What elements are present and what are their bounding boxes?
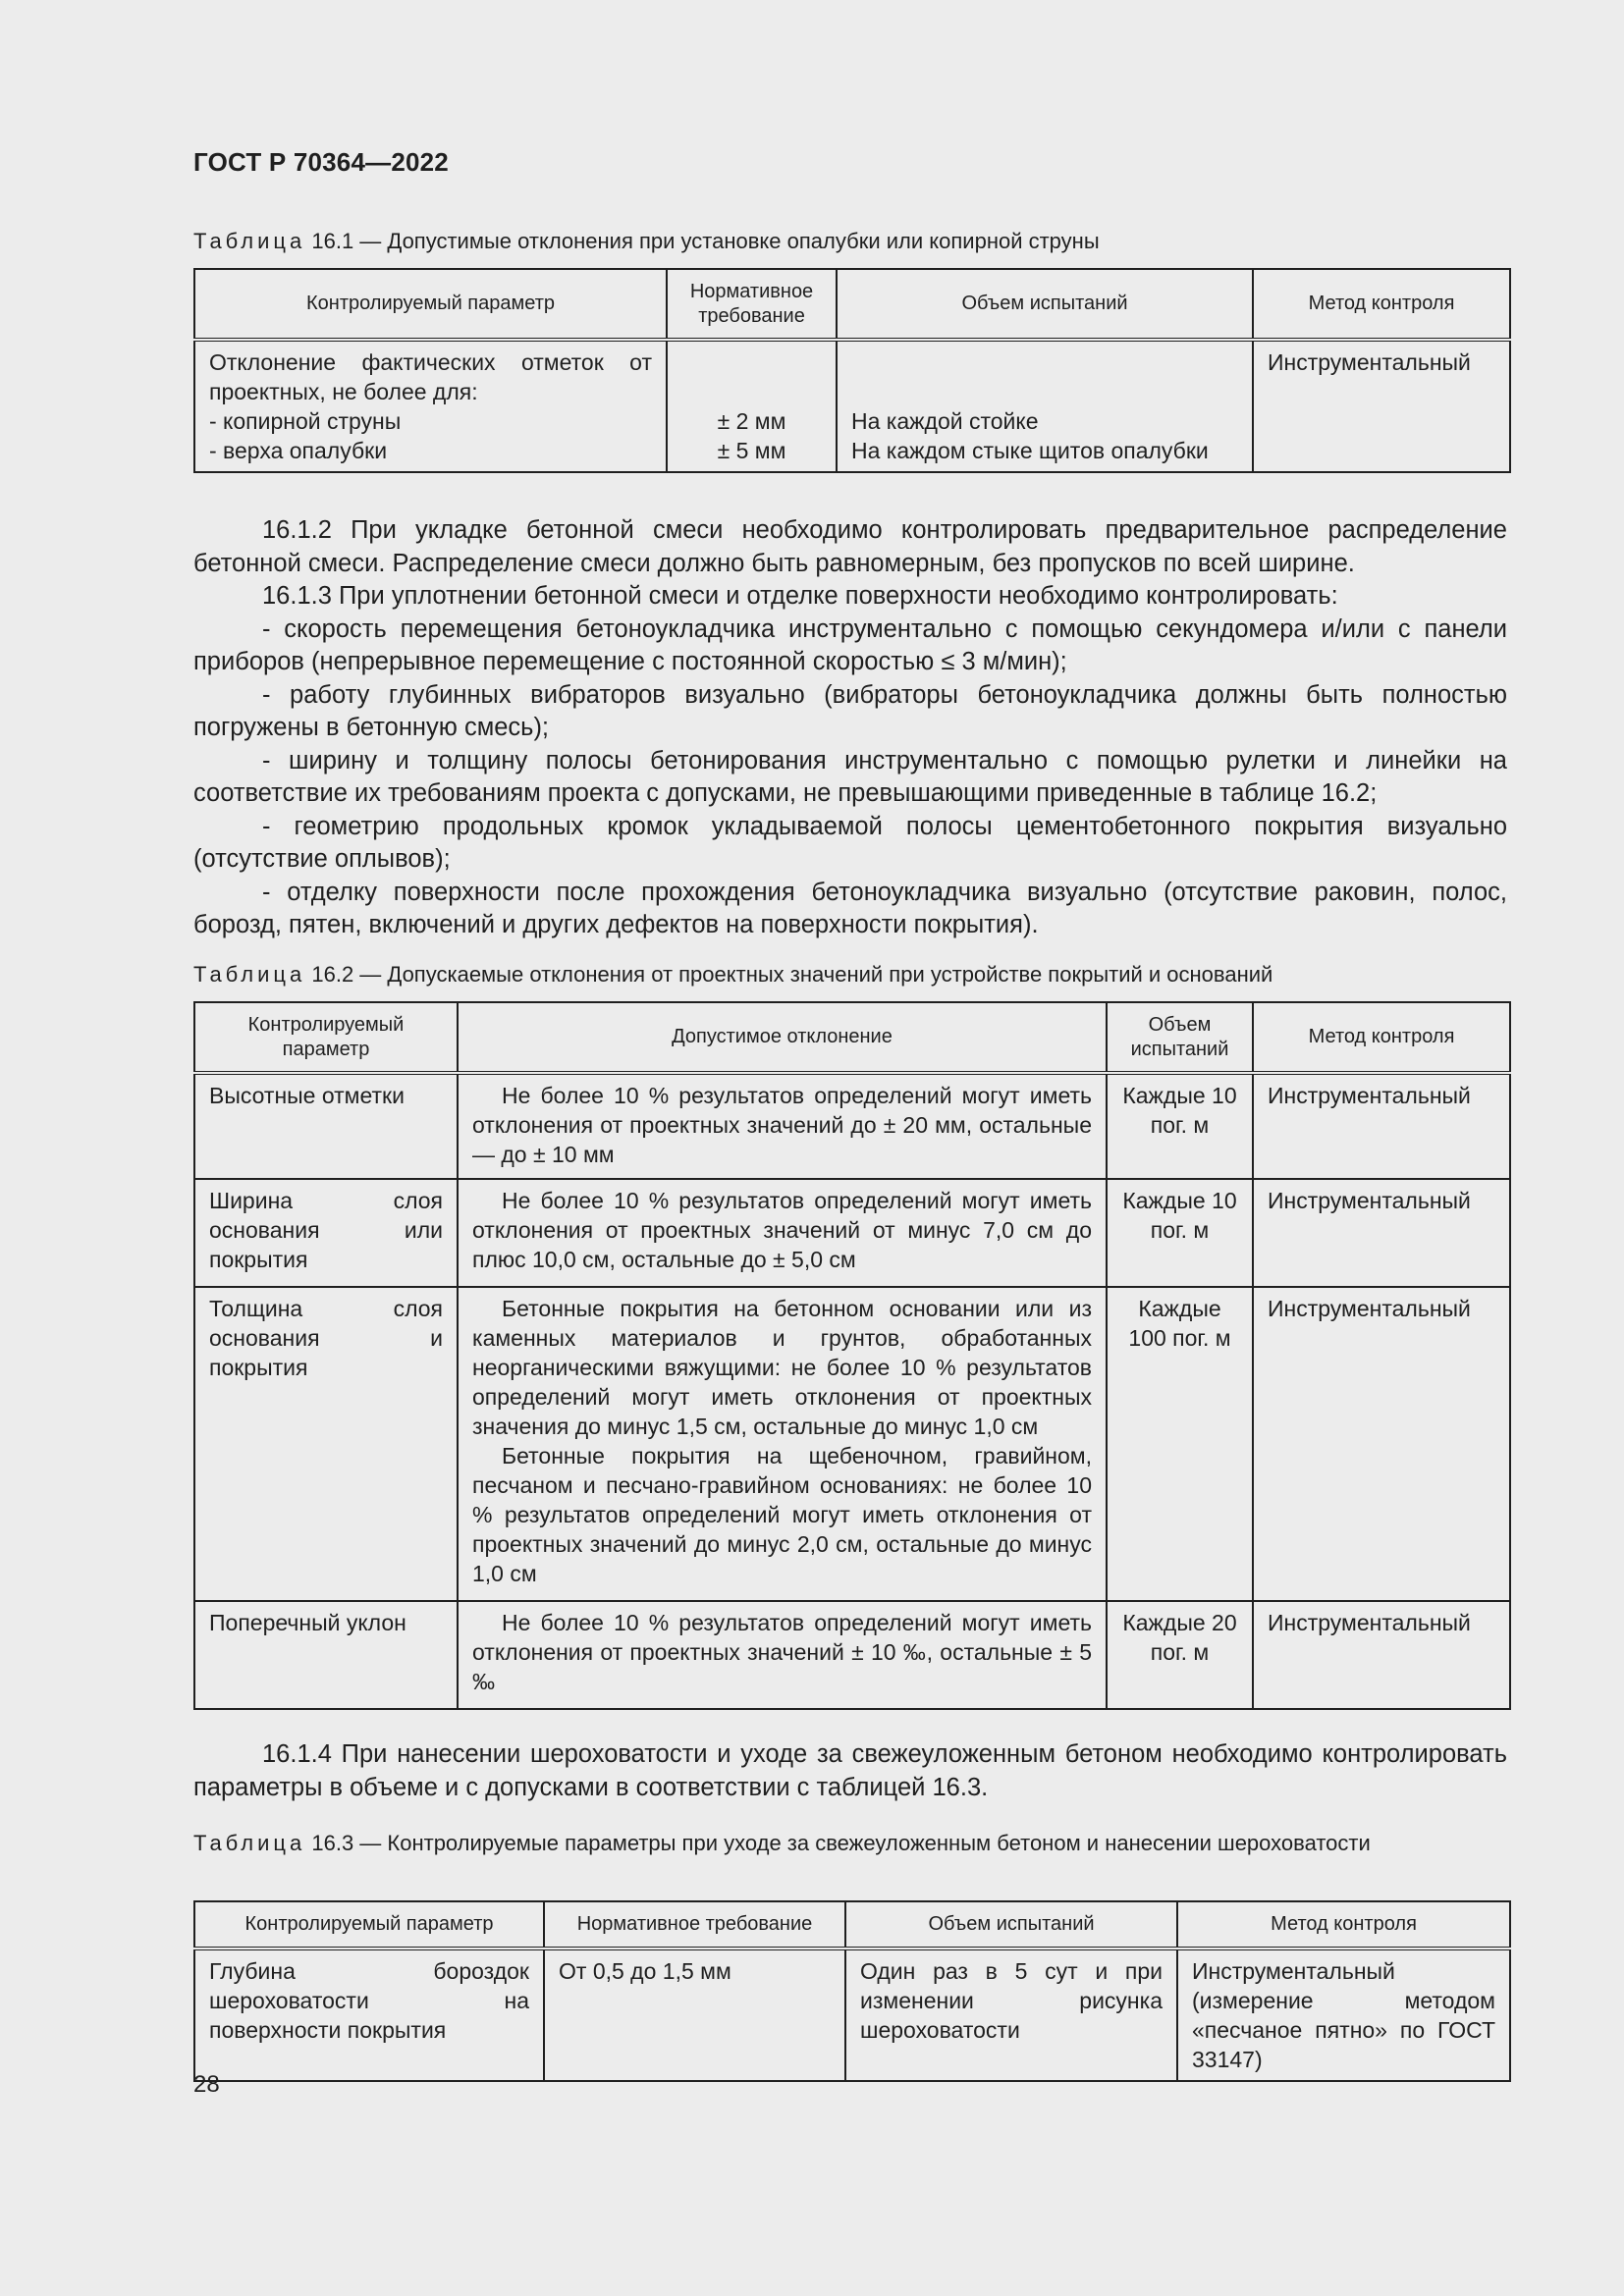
table-16-2 — [193, 1001, 1511, 1710]
requirement-cell: ± 2 мм ± 5 мм — [667, 340, 837, 472]
column-header: Допустимое отклонение — [458, 1002, 1107, 1073]
table-caption — [193, 959, 1509, 989]
table-row — [194, 1287, 1510, 1601]
scope-cell: Один раз в 5 сут и при изменении рисунка шероховатости — [845, 1949, 1177, 2081]
column-header: Контролируемый параметр — [194, 1002, 458, 1073]
paragraph: 16.1.2 При укладке бетонной смеси необходимо контролировать предварительное распределение бетонной смеси. Распределение смеси должно быть равномерным, без пропусков по всей ширине. — [193, 516, 1507, 577]
method-cell: Инструментальный — [1253, 1601, 1510, 1709]
parameter-cell: Глубина бороздок шероховатости на поверхности покрытия — [194, 1949, 544, 2081]
table-caption — [193, 226, 1509, 256]
table-row — [194, 340, 1510, 472]
scope-cell: Каждые 20 пог. м — [1107, 1601, 1253, 1709]
scope-cell: Каждые 100 пог. м — [1107, 1287, 1253, 1601]
column-header: Объем испытаний — [1107, 1002, 1253, 1073]
parameter-cell: Высотные отметки — [194, 1073, 458, 1179]
table-caption-lead: Таблица — [193, 962, 306, 987]
table-caption-lead: Таблица — [193, 1831, 306, 1855]
paragraph: 16.1.4 При нанесении шероховатости и уходе за свежеуложенным бетоном необходимо контролировать параметры в объеме и с допусками в соответствии с таблицей 16.3. — [193, 1740, 1507, 1801]
list-item: - отделку поверхности после прохождения бетоноукладчика визуально (отсутствие раковин, полос, борозд, пятен, включений и других дефектов на поверхности покрытия). — [193, 878, 1507, 938]
parameter-cell: Отклонение фактических отметок от проектных, не более для: - копирной струны - верха опалубки — [194, 340, 667, 472]
deviation-paragraph: Бетонные покрытия на щебеночном, гравийном, песчаном и песчано-гравийном основаниях: не более 10 % результатов определений могут иметь отклонения от проектных значений до минус 2,0 см, остальные до минус 1,0 см — [472, 1443, 1092, 1586]
method-cell: Инструментальный — [1253, 1287, 1510, 1601]
table-16-1 — [193, 268, 1511, 473]
column-header: Метод контроля — [1253, 1002, 1510, 1073]
column-header: Нормативное требование — [667, 269, 837, 340]
list-item: - работу глубинных вибраторов визуально (вибраторы бетоноукладчика должны быть полностью погружены в бетонную смесь); — [193, 680, 1507, 741]
column-header: Метод контроля — [1177, 1901, 1510, 1949]
body-text — [193, 514, 1507, 942]
scope-cell: Каждые 10 пог. м — [1107, 1073, 1253, 1179]
method-cell: Инструментальный — [1253, 1179, 1510, 1287]
page-number: 28 — [193, 2071, 220, 2098]
parameter-cell: Поперечный уклон — [194, 1601, 458, 1709]
column-header: Нормативное требование — [544, 1901, 845, 1949]
column-header: Метод контроля — [1253, 269, 1510, 340]
method-cell: Инструментальный — [1253, 1073, 1510, 1179]
scope-cell: На каждой стойке На каждом стыке щитов опалубки — [837, 340, 1253, 472]
column-header: Объем испытаний — [845, 1901, 1177, 1949]
table-16-3 — [193, 1900, 1511, 2082]
table-caption-lead: Таблица — [193, 229, 306, 253]
body-text — [193, 1738, 1507, 1804]
scope-cell: Каждые 10 пог. м — [1107, 1179, 1253, 1287]
deviation-cell — [458, 1287, 1107, 1601]
paragraph: 16.1.3 При уплотнении бетонной смеси и отделке поверхности необходимо контролировать: — [262, 582, 1338, 610]
column-header: Объем испытаний — [837, 269, 1253, 340]
table-row — [194, 1949, 1510, 2081]
table-caption-text: 16.3 — Контролируемые параметры при уходе за свежеуложенным бетоном и нанесении шероховатости — [305, 1831, 1371, 1855]
parameter-cell: Толщина слоя основания и покрытия — [194, 1287, 458, 1601]
table-caption-text: 16.2 — Допускаемые отклонения от проектных значений при устройстве покрытий и оснований — [305, 962, 1273, 987]
table-row — [194, 1601, 1510, 1709]
list-item: - ширину и толщину полосы бетонирования инструментально с помощью рулетки и линейки на соответствие их требованиям проекта с допусками, не превышающими приведенные в таблице 16.2; — [193, 746, 1507, 807]
list-item: - геометрию продольных кромок укладываемой полосы цементобетонного покрытия визуально (отсутствие оплывов); — [193, 812, 1507, 873]
method-cell: Инструментальный — [1253, 340, 1510, 472]
column-header: Контролируемый параметр — [194, 1901, 544, 1949]
deviation-cell: Не более 10 % результатов определений могут иметь отклонения от проектных значений до ± 20 мм, остальные — до ± 10 мм — [458, 1073, 1107, 1179]
parameter-cell: Ширина слоя основания или покрытия — [194, 1179, 458, 1287]
table-caption — [193, 1828, 1509, 1858]
table-row — [194, 1179, 1510, 1287]
deviation-cell: Не более 10 % результатов определений могут иметь отклонения от проектных значений ± 10 ‰, остальные ± 5 ‰ — [458, 1601, 1107, 1709]
column-header: Контролируемый параметр — [194, 269, 667, 340]
table-row — [194, 1073, 1510, 1179]
deviation-cell: Не более 10 % результатов определений могут иметь отклонения от проектных значений от минус 7,0 см до плюс 10,0 см, остальные до ± 5,0 см — [458, 1179, 1107, 1287]
deviation-paragraph: Бетонные покрытия на бетонном основании или из каменных материалов и грунтов, обработанных неорганическими вяжущими: не более 10 % результатов определений могут иметь отклонения от проектных значения до минус 1,5 см, остальные до минус 1,0 см — [472, 1296, 1092, 1439]
method-cell: Инструментальный (измерение методом «песчаное пятно» по ГОСТ 33147) — [1177, 1949, 1510, 2081]
document-title: ГОСТ Р 70364—2022 — [193, 147, 449, 177]
list-item: - скорость перемещения бетоноукладчика инструментально с помощью секундомера и/или с панели приборов (непрерывное перемещение с постоянной скоростью ≤ 3 м/мин); — [193, 614, 1507, 675]
requirement-cell: От 0,5 до 1,5 мм — [544, 1949, 845, 2081]
table-caption-text: 16.1 — Допустимые отклонения при установке опалубки или копирной струны — [305, 229, 1100, 253]
